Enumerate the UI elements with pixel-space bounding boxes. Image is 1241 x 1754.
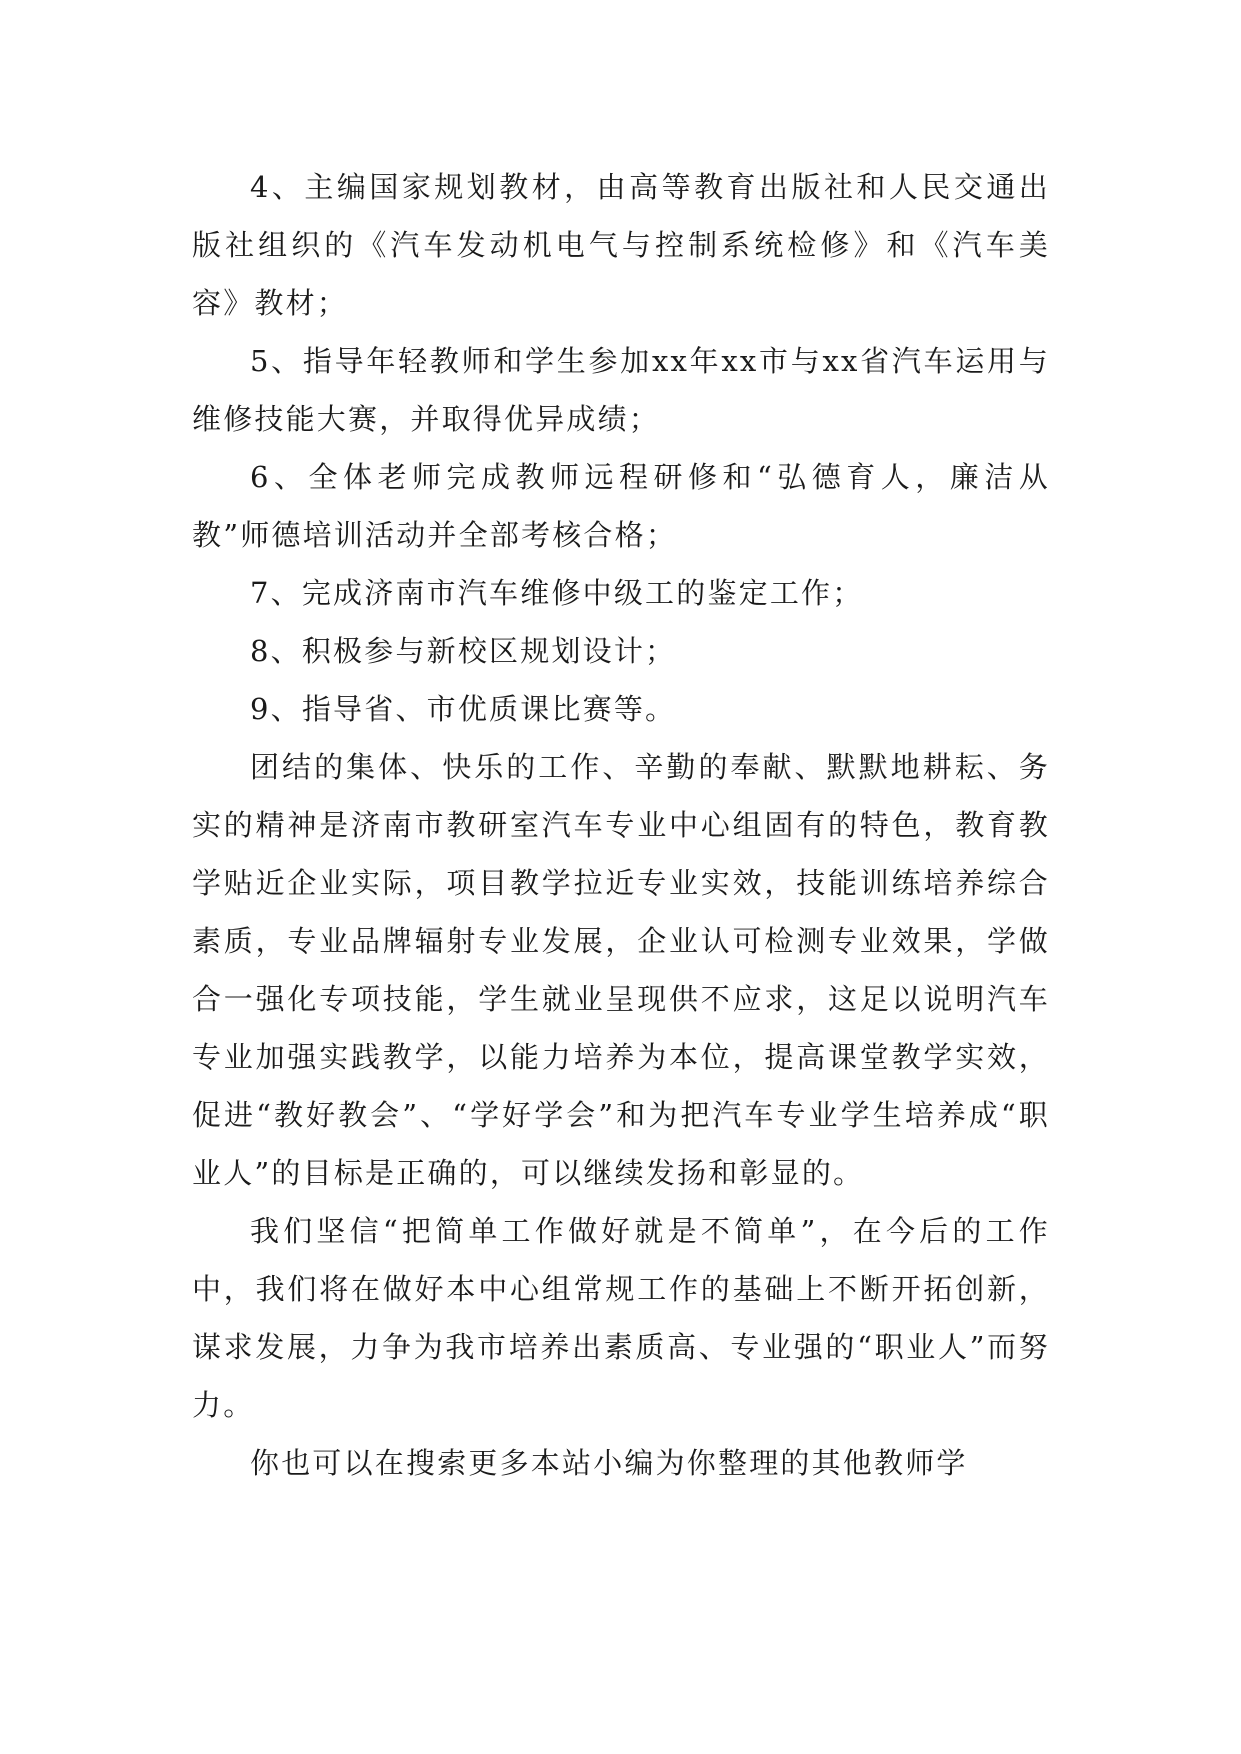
paragraph-item-9: 9、指导省、市优质课比赛等。 (250, 692, 677, 726)
paragraph-summary: 团结的集体、快乐的工作、辛勤的奉献、默默地耕耘、务实的精神是济南市教研室汽车专业中心组固有的特色，教育教学贴近企业实际，项目教学拉近专业实效，技能训练培养综合素质，专业品牌辐射专业发展，企业认可检测专业效果，学做合一强化专项技能，学生就业呈现供不应求，这足以说明汽车专业加强实践教学，以能力培养为本位，提高课堂教学实效，促进“教好教会”、“学好学会”和为把汽车专业学生培养成“职业人”的目标是正确的，可以继续发扬和彰显的。 (192, 750, 1050, 1190)
paragraph-item-6: 6、全体老师完成教师远程研修和“弘德育人，廉洁从教”师德培训活动并全部考核合格； (192, 460, 1050, 552)
document-body (192, 158, 1050, 1492)
paragraph-closing: 你也可以在搜索更多本站小编为你整理的其他教师学 (250, 1446, 968, 1480)
paragraph-item-4: 4、主编国家规划教材，由高等教育出版社和人民交通出版社组织的《汽车发动机电气与控制系统检修》和《汽车美容》教材； (192, 170, 1050, 320)
paragraph-item-8: 8、积极参与新校区规划设计； (250, 634, 677, 668)
paragraph-item-5: 5、指导年轻教师和学生参加xx年xx市与xx省汽车运用与维修技能大赛，并取得优异成绩； (192, 344, 1050, 436)
paragraph-outlook: 我们坚信“把简单工作做好就是不简单”，在今后的工作中，我们将在做好本中心组常规工作的基础上不断开拓创新，谋求发展，力争为我市培养出素质高、专业强的“职业人”而努力。 (192, 1214, 1050, 1422)
paragraph-item-7: 7、完成济南市汽车维修中级工的鉴定工作； (250, 576, 864, 610)
